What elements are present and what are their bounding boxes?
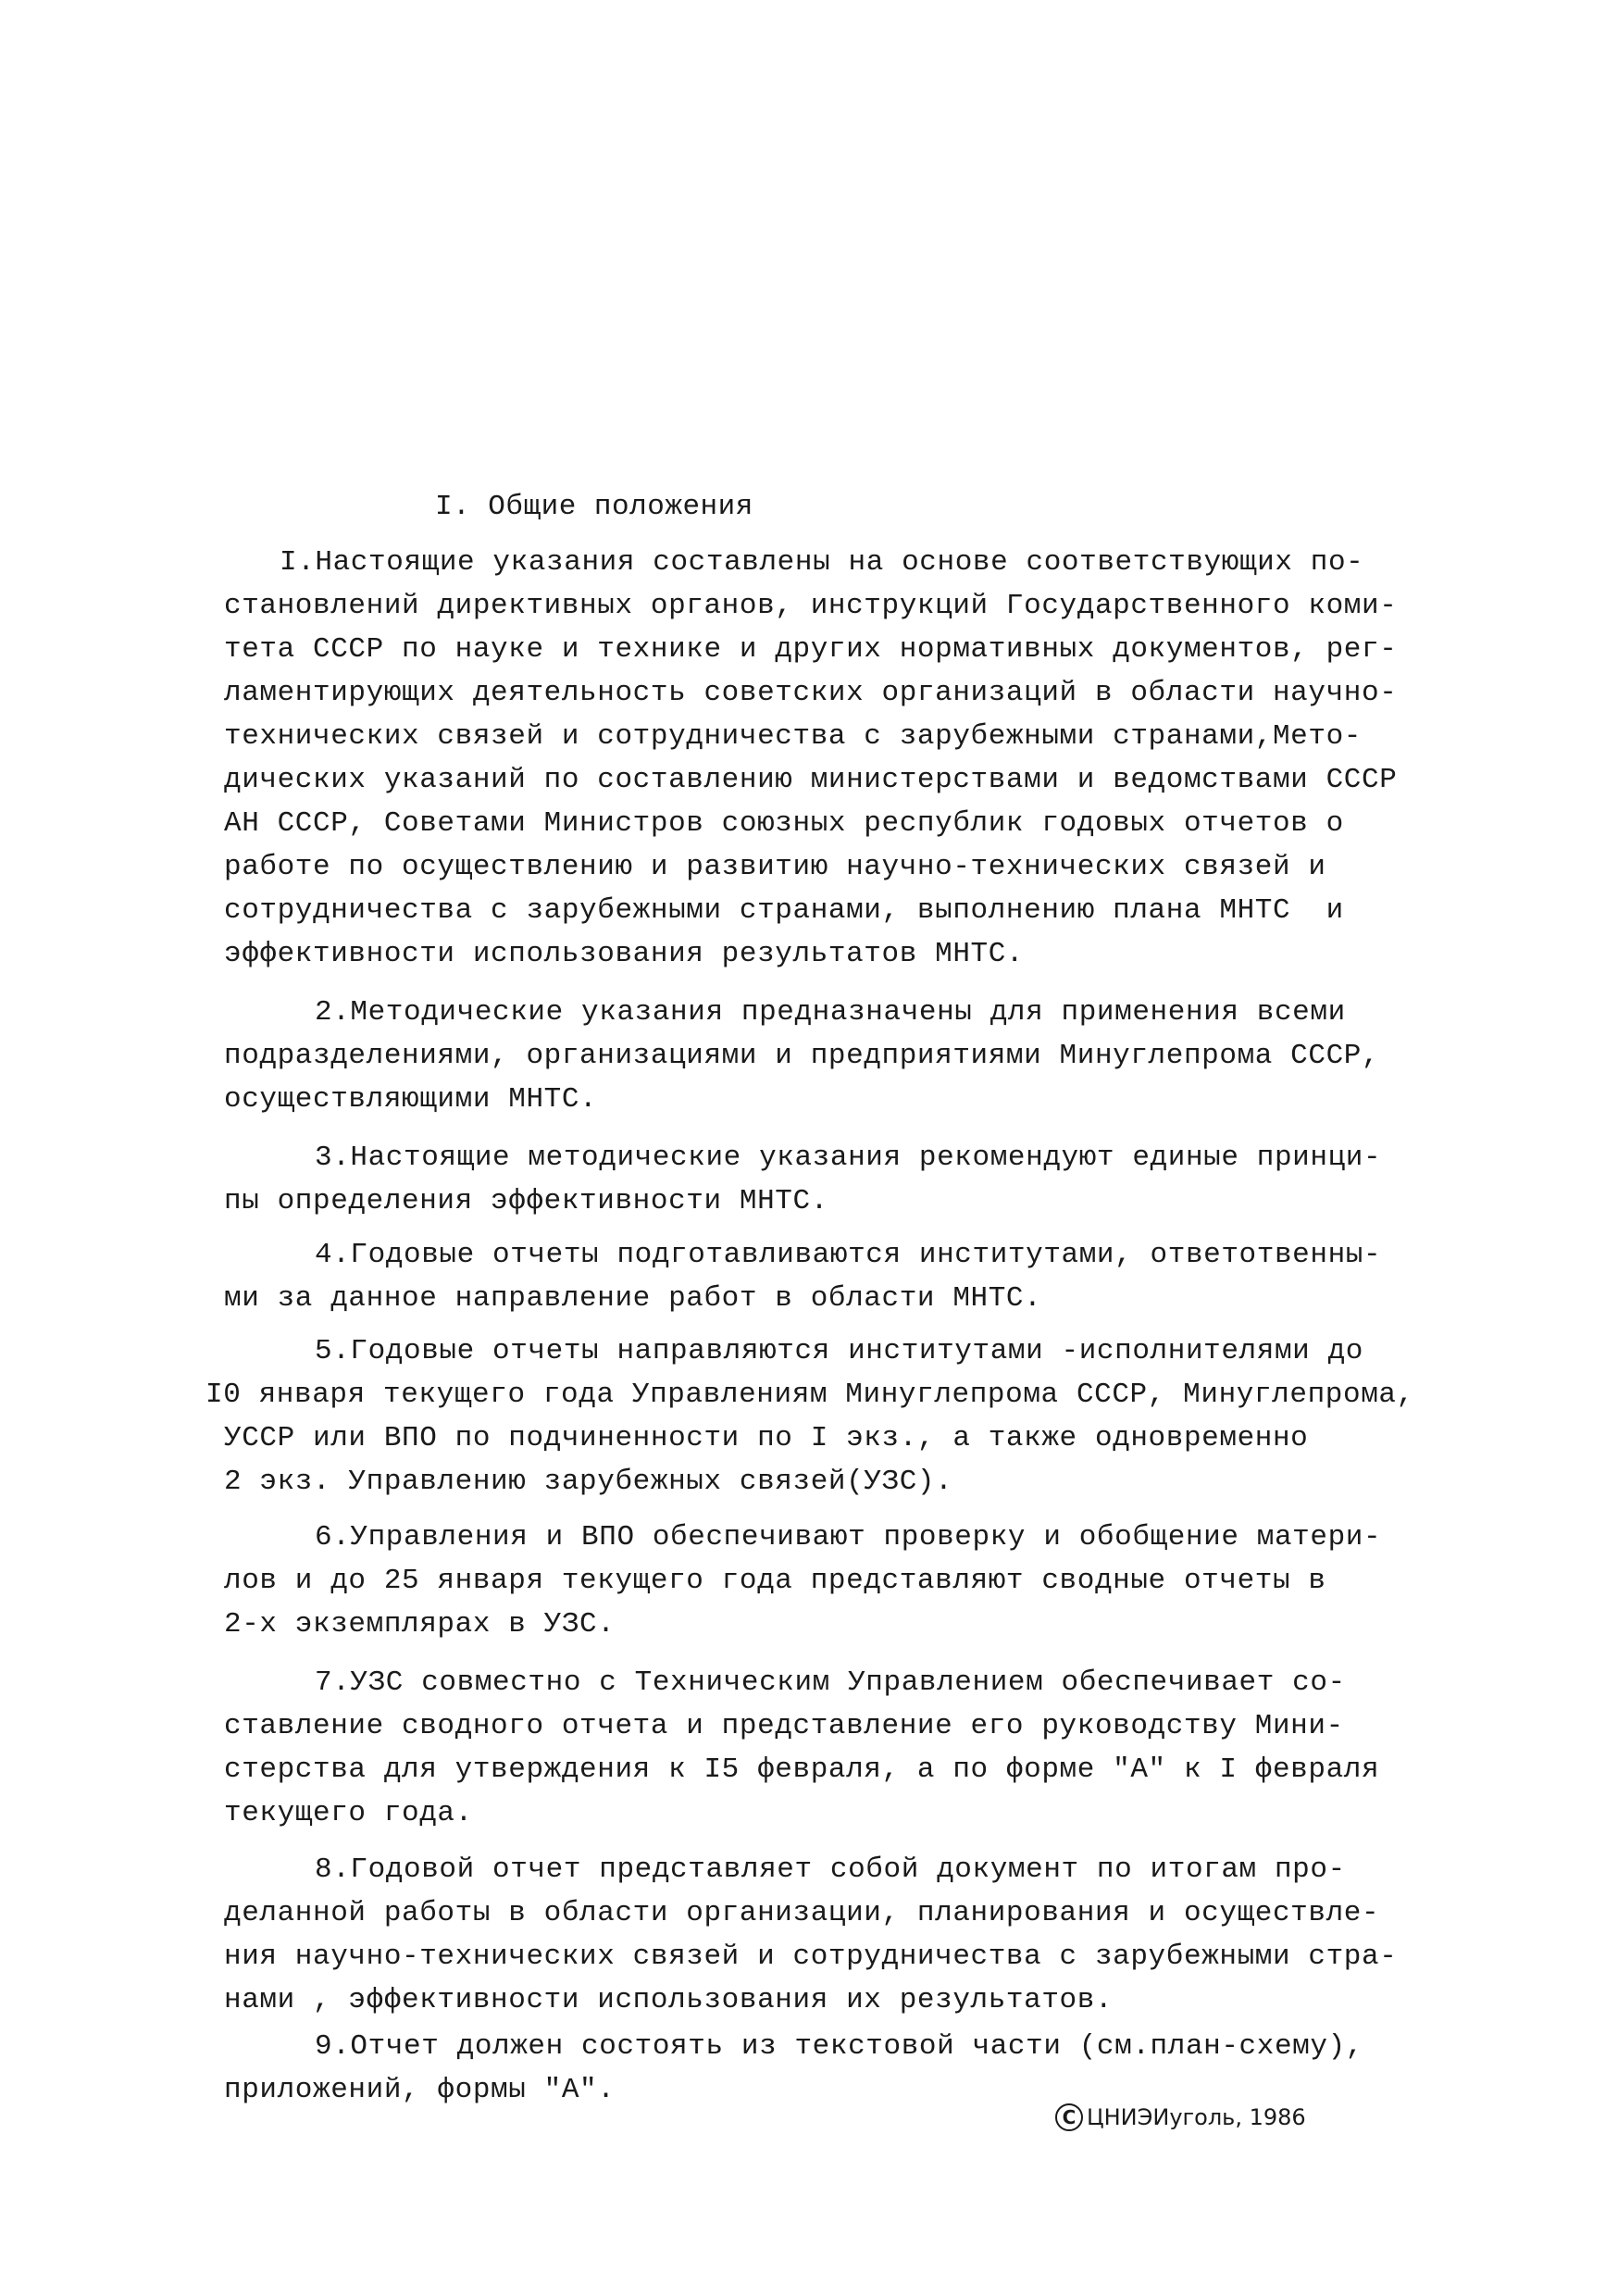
copyright-icon: C <box>1055 2103 1083 2131</box>
text-line: 2.Методические указания предназначены для применения всеми <box>315 996 1346 1029</box>
text-line: текущего года. <box>224 1797 473 1829</box>
text-line: нами , эффективности использования их результатов. <box>224 1984 1114 2016</box>
text-line: 4.Годовые отчеты подготавливаются институтами, ответотвенны- <box>315 1239 1382 1271</box>
text-line: деланной работы в области организации, планирования и осуществле- <box>224 1897 1380 1929</box>
text-line: ставление сводного отчета и представление его руководству Мини- <box>224 1710 1344 1742</box>
text-line: I.Настоящие указания составлены на основе соответствующих по- <box>280 546 1364 579</box>
text-line: пы определения эффективности МНТС. <box>224 1185 828 1217</box>
text-line: технических связей и сотрудничества с зарубежными странами,Мето- <box>224 720 1362 753</box>
text-line: ламентирующих деятельность советских организаций в области научно- <box>224 677 1398 709</box>
text-line: 6.Управления и ВПО обеспечивают проверку и обобщение матери- <box>315 1521 1382 1554</box>
text-line: дических указаний по составлению министерствами и ведомствами СССР <box>224 764 1398 796</box>
text-line: лов и до 25 января текущего года представляют сводные отчеты в <box>224 1565 1326 1597</box>
text-line: осуществляющими МНТС. <box>224 1083 598 1116</box>
text-line: 3.Настоящие методические указания рекомендуют единые принци- <box>315 1142 1382 1174</box>
text-line: I0 января текущего года Управлениям Минуглепрома СССР, Минуглепрома, <box>205 1379 1414 1411</box>
section-heading: I. Общие положения <box>435 491 753 523</box>
text-line: стерства для утверждения к I5 февраля, а по форме "А" к I февраля <box>224 1753 1380 1786</box>
text-line: 5.Годовые отчеты направляются институтами -исполнителями до <box>315 1335 1363 1367</box>
text-line: ния научно-технических связей и сотрудничества с зарубежными стра- <box>224 1940 1398 1973</box>
copyright-notice <box>1055 2103 1306 2131</box>
text-line: 2-х экземплярах в УЗС. <box>224 1608 616 1641</box>
text-line: 8.Годовой отчет представляет собой документ по итогам про- <box>315 1853 1346 1886</box>
text-line: ми за данное направление работ в области МНТС. <box>224 1282 1042 1315</box>
text-line: приложений, формы "А". <box>224 2074 616 2106</box>
text-line: 2 экз. Управлению зарубежных связей(УЗС). <box>224 1466 953 1498</box>
text-line: АН СССР, Советами Министров союзных республик годовых отчетов о <box>224 807 1344 840</box>
text-line: подразделениями, организациями и предприятиями Минуглепрома СССР, <box>224 1040 1380 1072</box>
text-line: тета СССР по науке и технике и других нормативных документов, рег- <box>224 633 1398 666</box>
text-line: работе по осуществлению и развитию научно-технических связей и <box>224 851 1326 883</box>
copyright-text: ЦНИЭИуголь, 1986 <box>1087 2104 1306 2130</box>
text-line: 7.УЗС совместно с Техническим Управлением обеспечивает со- <box>315 1666 1346 1699</box>
text-line: УССР или ВПО по подчиненности по I экз., а также одновременно <box>224 1422 1309 1454</box>
text-line: 9.Отчет должен состоять из текстовой части (см.план-схему), <box>315 2030 1363 2063</box>
text-line: сотрудничества с зарубежными странами, выполнению плана МНТС и <box>224 894 1344 927</box>
text-line: эффективности использования результатов МНТС. <box>224 938 1025 970</box>
text-line: становлений директивных органов, инструкций Государственного коми- <box>224 590 1398 622</box>
